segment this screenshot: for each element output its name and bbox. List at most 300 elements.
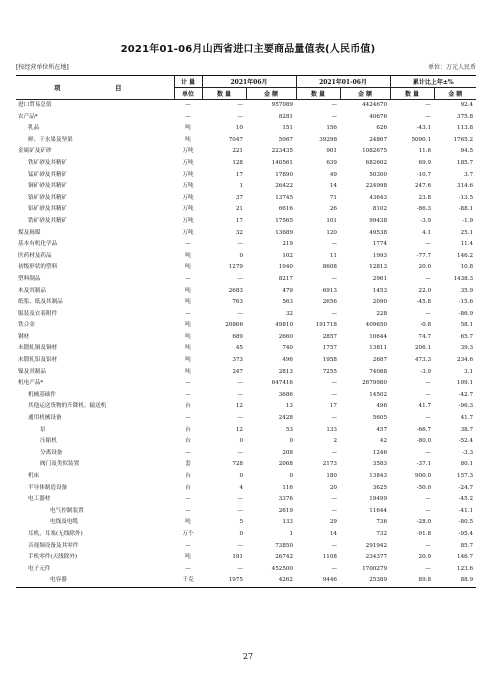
month-amt-cell: 2428 [278, 415, 293, 422]
yoy-amt-cell: 123.6 [457, 565, 474, 572]
item-name: 电气控制装置 [50, 507, 84, 514]
ytd-qty-cell: 2656 [322, 299, 337, 306]
yoy-amt-cell: 25.1 [460, 229, 474, 236]
ytd-amt-cell: 224998 [365, 183, 388, 190]
item-name: 未锻轧铝及铝材 [18, 357, 58, 364]
month-qty-cell: 12 [235, 403, 243, 410]
ytd-amt-cell: 2679980 [362, 380, 388, 387]
month-qty-cell: 0 [239, 530, 243, 537]
item-name: 木及其制品 [18, 287, 46, 294]
header-yoy: 累计比上年±% [390, 76, 476, 88]
ytd-amt-cell: 19499 [369, 496, 388, 503]
table-row [16, 100, 476, 112]
table-row [16, 181, 476, 193]
item-name: 镍及其制品 [18, 368, 46, 375]
yoy-qty-cell: 247.6 [415, 183, 432, 190]
yoy-amt-cell: 80.1 [460, 461, 474, 468]
month-qty-cell: 37 [235, 194, 243, 201]
yoy-qty-cell: — [425, 391, 432, 398]
yoy-qty-cell: -37.1 [416, 461, 432, 468]
subheader [16, 62, 476, 72]
unit-cell: — [185, 275, 191, 282]
table-row [16, 228, 476, 240]
month-amt-cell: 479 [282, 287, 293, 294]
table-row [16, 123, 476, 135]
unit-cell: 万吨 [182, 148, 194, 155]
ytd-qty-cell: 7255 [322, 368, 337, 375]
month-qty-cell: 221 [232, 148, 243, 155]
ytd-qty-cell: 71 [329, 194, 337, 201]
month-amt-cell: 219 [282, 241, 293, 248]
yoy-amt-cell: 58.1 [460, 322, 474, 329]
ytd-qty-cell: 180 [326, 473, 337, 479]
month-amt-cell: 26422 [275, 183, 293, 190]
item-name: 机电产品* [18, 380, 44, 387]
item-name: 未锻轧铜及铜材 [18, 345, 58, 352]
month-qty-cell: 4 [239, 484, 243, 491]
ytd-qty-cell: 191718 [315, 322, 337, 329]
yoy-qty-cell: — [425, 542, 432, 549]
ytd-qty-cell: 49 [329, 171, 337, 178]
month-amt-cell: 5067 [278, 136, 293, 143]
unit-cell: 台 [185, 484, 191, 491]
table-row [16, 297, 476, 309]
yoy-qty-cell: — [425, 102, 432, 108]
month-amt-cell: 3686 [278, 391, 293, 398]
unit-cell: 台 [185, 438, 191, 445]
unit-cell: 吨 [185, 125, 191, 132]
yoy-amt-cell: 1438.3 [453, 275, 474, 282]
table-row [16, 378, 476, 390]
yoy-qty-cell: -66.7 [416, 426, 432, 433]
month-qty-cell: 191 [232, 554, 243, 561]
month-amt-cell: 116 [282, 484, 293, 491]
unit-cell: 台 [185, 403, 191, 410]
table-row [16, 413, 476, 425]
ytd-amt-cell: 1082675 [362, 148, 388, 155]
item-name: 铬矿砂及其精矿 [28, 194, 68, 201]
yoy-qty-cell: -10.7 [416, 171, 432, 178]
ytd-amt-cell: 228 [376, 310, 388, 317]
ytd-qty-cell: 14 [329, 530, 337, 537]
yoy-qty-cell: 11.6 [418, 148, 432, 155]
table-row [16, 575, 476, 587]
item-name: 半导体制造设备 [28, 484, 68, 491]
yoy-qty-cell: — [425, 241, 432, 248]
yoy-amt-cell: 146.7 [457, 554, 474, 561]
yoy-amt-cell: 94.5 [460, 148, 474, 155]
month-qty-cell: — [237, 113, 243, 120]
yoy-qty-cell: 22.0 [418, 287, 432, 294]
yoy-amt-cell: 92.4 [460, 102, 474, 108]
unit-cell: — [185, 102, 191, 108]
ytd-qty-cell: 639 [326, 159, 337, 166]
ytd-amt-cell: 14502 [369, 391, 388, 398]
month-amt-cell: 102 [282, 252, 293, 259]
month-amt-cell: 563 [282, 299, 293, 306]
yoy-qty-cell: -43.1 [416, 125, 432, 132]
ytd-amt-cell: 496 [376, 403, 388, 410]
item-name: 钢材 [18, 333, 30, 340]
month-qty-cell: — [237, 275, 243, 282]
month-qty-cell: 128 [232, 159, 243, 166]
month-qty-cell: 45 [235, 345, 243, 352]
yoy-amt-cell: -88.1 [458, 206, 474, 213]
ytd-amt-cell: 732 [376, 530, 388, 537]
item-name: 耳机，耳塞(无线除外) [28, 530, 83, 537]
yoy-qty-cell: — [425, 310, 432, 317]
yoy-amt-cell: 113.8 [457, 125, 474, 132]
item-name: 煤及褐煤 [18, 229, 41, 236]
ytd-qty-cell: 901 [326, 148, 337, 155]
month-amt-cell: 1 [289, 530, 293, 537]
item-name: 铁矿砂及其精矿 [28, 159, 68, 166]
unit-cell: 万吨 [182, 183, 194, 190]
unit-cell: 吨 [185, 333, 191, 340]
ytd-amt-cell: 736 [376, 519, 388, 526]
unit-cell: 吨 [185, 519, 191, 526]
unit-cell: — [185, 415, 191, 422]
table-row [16, 112, 476, 124]
month-qty-cell: 32 [235, 229, 243, 236]
ytd-amt-cell: 50300 [369, 171, 388, 178]
month-amt-cell: 17890 [275, 171, 293, 178]
month-qty-cell: 17 [235, 217, 243, 224]
ytd-amt-cell: 13843 [369, 473, 388, 479]
table-row [16, 193, 476, 205]
month-qty-cell: 20866 [225, 322, 243, 329]
month-amt-cell: 223435 [271, 148, 293, 155]
yoy-amt-cell: -52.4 [458, 438, 474, 445]
item-name: 压缩机 [40, 438, 57, 445]
unit-cell: 吨 [185, 252, 191, 259]
ytd-amt-cell: 13811 [369, 345, 388, 352]
header-qty: 数 量 [202, 88, 246, 100]
yoy-amt-cell: 39.3 [460, 345, 474, 352]
month-qty-cell: 0 [239, 473, 243, 479]
ytd-qty-cell: 26 [329, 206, 337, 213]
yoy-qty-cell: 23.8 [418, 194, 432, 201]
unit-cell: 吨 [185, 287, 191, 294]
item-name: 音视频设备及其零件 [28, 542, 79, 549]
unit-cell: — [185, 241, 191, 248]
table-row [16, 332, 476, 344]
yoy-amt-cell: -24.7 [458, 484, 474, 491]
subheader-scope: [按经营单位所在地] [16, 64, 69, 71]
month-qty-cell: 728 [232, 461, 243, 468]
item-name: 铝矿砂及其精矿 [28, 206, 68, 213]
item-name: 通用机械设备 [28, 415, 62, 422]
month-amt-cell: 496 [282, 357, 293, 364]
commodity-table [16, 75, 476, 588]
table-row [16, 262, 476, 274]
unit-cell: 吨 [185, 357, 191, 364]
unit-cell: 台 [185, 426, 191, 433]
unit-cell: — [185, 565, 191, 572]
item-name: 锰矿砂及其精矿 [28, 171, 68, 178]
unit-cell: 台 [185, 473, 191, 479]
ytd-qty-cell: 20 [329, 484, 337, 491]
ytd-amt-cell: 5605 [372, 415, 388, 422]
ytd-amt-cell: 2687 [372, 357, 388, 364]
item-name: 进口贸易总值 [18, 102, 52, 108]
item-name: 阀门及类似装置 [40, 461, 80, 468]
ytd-amt-cell: 1246 [372, 449, 388, 456]
month-qty-cell: 247 [232, 368, 243, 375]
table-row [16, 274, 476, 286]
page-title: 2021年01-06月山西省进口主要商品量值表(人民币值) [120, 44, 376, 55]
table-row [16, 343, 476, 355]
item-name: 电线及电缆 [50, 519, 78, 526]
ytd-amt-cell: 12813 [369, 264, 388, 271]
month-amt-cell: 17565 [275, 217, 293, 224]
item-name: 医药材及药品 [18, 252, 52, 259]
ytd-qty-cell: — [331, 496, 337, 503]
item-name: 铜矿砂及其精矿 [28, 183, 68, 190]
yoy-amt-cell: 65.7 [460, 333, 474, 340]
month-amt-cell: 0 [289, 473, 293, 479]
unit-cell: — [185, 496, 191, 503]
yoy-qty-cell: — [425, 449, 432, 456]
item-name: 乳品 [28, 125, 40, 132]
month-qty-cell: — [237, 102, 243, 108]
header-qty: 数 量 [296, 88, 340, 100]
unit-cell: 万吨 [182, 194, 194, 201]
table-row [16, 204, 476, 216]
yoy-amt-cell: 375.8 [457, 113, 474, 120]
ytd-amt-cell: 3583 [372, 461, 388, 468]
unit-cell: — [185, 391, 191, 398]
month-amt-cell: 49810 [275, 322, 293, 329]
table-row [16, 425, 476, 437]
month-amt-cell: 740 [282, 345, 293, 352]
item-name: 塑料制品 [18, 275, 41, 282]
unit-cell: 万吨 [182, 217, 194, 224]
month-amt-cell: 6616 [278, 206, 293, 213]
month-qty-cell: 1975 [202, 575, 246, 587]
ytd-amt-cell: 2961 [372, 275, 388, 282]
month-amt-cell: 140561 [271, 159, 293, 166]
yoy-amt-cell: -3.3 [462, 449, 474, 456]
ytd-qty-cell: 101 [326, 217, 337, 224]
table-row [16, 135, 476, 147]
item-name: 电容器 [16, 575, 174, 587]
ytd-qty-cell: 2857 [322, 333, 337, 340]
item-name: 服装及衣着附件 [18, 310, 58, 317]
ytd-qty-cell: — [331, 241, 337, 248]
yoy-qty-cell: — [425, 380, 432, 387]
yoy-amt-cell: -86.9 [458, 310, 474, 317]
ytd-amt-cell: 1700279 [362, 565, 388, 572]
yoy-amt-cell: 314.6 [457, 183, 474, 190]
table-row [16, 158, 476, 170]
unit-cell: — [185, 113, 191, 120]
ytd-amt-cell: 1774 [372, 241, 388, 248]
ytd-qty-cell: — [331, 391, 337, 398]
ytd-amt-cell: 43643 [369, 194, 388, 201]
month-qty-cell: — [237, 542, 243, 549]
yoy-amt-cell: -95.4 [458, 530, 474, 537]
month-amt-cell: 73850 [275, 542, 293, 549]
header-item: 项 目 [16, 76, 174, 100]
ytd-qty-cell: 14 [329, 183, 337, 190]
yoy-amt-cell: -1.9 [462, 217, 474, 224]
ytd-qty-cell: 120 [326, 229, 337, 236]
ytd-qty-cell: 17 [329, 403, 337, 410]
table-row [16, 494, 476, 506]
month-amt-cell: 32 [285, 310, 293, 317]
ytd-qty-cell: — [331, 113, 337, 120]
table-row [16, 529, 476, 541]
yoy-qty-cell: 69.9 [418, 159, 432, 166]
unit-cell: 万个 [182, 530, 194, 537]
yoy-qty-cell: -3.9 [420, 368, 432, 375]
yoy-qty-cell: -80.0 [416, 438, 432, 445]
ytd-qty-cell: — [331, 310, 337, 317]
ytd-amt-cell: 457 [376, 426, 388, 433]
table-row [16, 517, 476, 529]
yoy-amt-cell: 3.7 [464, 171, 474, 178]
month-qty-cell: 10 [235, 125, 243, 132]
table-row [16, 552, 476, 564]
yoy-amt-cell: -80.5 [458, 519, 474, 526]
table-row [16, 170, 476, 182]
table-row [16, 459, 476, 471]
ytd-amt-cell: 409650 [365, 322, 388, 329]
item-name: 铁合金 [18, 322, 35, 329]
ytd-amt-cell: 11644 [369, 507, 388, 514]
month-amt-cell: 26742 [275, 554, 293, 561]
ytd-amt-cell: 25389 [340, 575, 390, 587]
header-period-ytd: 2021年01-06月 [296, 76, 390, 88]
item-name: 分离设备 [40, 449, 63, 456]
yoy-qty-cell: -28.0 [416, 519, 432, 526]
header-period-month: 2021年06月 [202, 76, 296, 88]
ytd-qty-cell: — [331, 275, 337, 282]
item-name: 机床 [28, 473, 40, 479]
month-amt-cell: 53 [285, 426, 293, 433]
yoy-qty-cell: — [425, 507, 432, 514]
unit-cell: 千克 [174, 575, 202, 587]
month-amt-cell: 8281 [278, 113, 293, 120]
month-qty-cell: 1279 [228, 264, 243, 271]
month-amt-cell: 2660 [278, 333, 293, 340]
yoy-qty-cell: -45.8 [416, 299, 432, 306]
yoy-qty-cell: 900.0 [415, 473, 432, 479]
month-qty-cell: — [237, 496, 243, 503]
unit-cell: — [185, 310, 191, 317]
yoy-qty-cell: — [425, 275, 432, 282]
item-name: 泵 [40, 426, 46, 433]
month-qty-cell: 1 [239, 183, 243, 190]
yoy-qty-cell: — [425, 113, 432, 120]
unit-cell: — [185, 449, 191, 456]
month-amt-cell: 208 [282, 449, 293, 456]
yoy-qty-cell: — [425, 496, 432, 503]
yoy-qty-cell: -91.8 [416, 530, 432, 537]
ytd-qty-cell: — [331, 507, 337, 514]
ytd-amt-cell: 4424670 [362, 102, 388, 108]
table-row [16, 286, 476, 298]
header-amt: 金 额 [246, 88, 296, 100]
yoy-amt-cell: -15.6 [458, 299, 474, 306]
month-qty-cell: 0 [239, 438, 243, 445]
item-name: 锆矿砂及其精矿 [28, 217, 68, 224]
yoy-amt-cell: 157.3 [457, 473, 474, 479]
unit-cell: 吨 [185, 554, 191, 561]
month-qty-cell: — [237, 415, 243, 422]
ytd-qty-cell: 8608 [322, 264, 337, 271]
table-row [16, 483, 476, 495]
month-qty-cell: — [237, 565, 243, 572]
ytd-qty-cell: 11 [329, 252, 337, 259]
header-qty: 数 量 [390, 88, 434, 100]
ytd-amt-cell: 1993 [372, 252, 388, 259]
yoy-amt-cell: 35.9 [460, 287, 474, 294]
page-number: 27 [242, 652, 254, 661]
month-qty-cell: — [237, 310, 243, 317]
ytd-amt-cell: 49538 [369, 229, 388, 236]
ytd-qty-cell: 156 [326, 125, 337, 132]
unit-cell: 吨 [185, 299, 191, 306]
yoy-qty-cell: — [425, 565, 432, 572]
month-amt-cell: 957089 [271, 102, 293, 108]
month-amt-cell: 1940 [278, 264, 293, 271]
item-name: 农产品* [18, 113, 38, 120]
item-name: 鲜、干水果及坚果 [28, 136, 73, 143]
ytd-qty-cell: — [331, 380, 337, 387]
yoy-qty-cell: -50.0 [416, 484, 432, 491]
yoy-qty-cell: 74.7 [418, 333, 432, 340]
yoy-qty-cell: -3.9 [420, 217, 432, 224]
table-row [16, 401, 476, 413]
item-name: 机械基础件 [28, 391, 56, 398]
ytd-qty-cell: — [331, 415, 337, 422]
header-amt: 金 额 [340, 88, 390, 100]
month-qty-cell: 763 [232, 299, 243, 306]
ytd-amt-cell: 40676 [369, 113, 388, 120]
table-row [16, 355, 476, 367]
month-amt-cell: 0 [289, 438, 293, 445]
unit-cell: — [185, 380, 191, 387]
month-amt-cell: 2813 [278, 368, 293, 375]
item-name: 基本有机化学品 [18, 241, 58, 248]
yoy-amt-cell: 85.7 [460, 542, 474, 549]
ytd-amt-cell: 682602 [365, 159, 388, 166]
month-qty-cell: 0 [239, 252, 243, 259]
yoy-amt-cell: -41.1 [458, 507, 474, 514]
yoy-amt-cell: -96.3 [458, 403, 474, 410]
item-name: 手机零件(天线除外) [28, 554, 78, 561]
month-qty-cell: 2683 [228, 287, 243, 294]
table-row [16, 436, 476, 448]
ytd-qty-cell: 6913 [322, 287, 337, 294]
unit-cell: 吨 [185, 136, 191, 143]
yoy-amt-cell: -45.2 [458, 496, 474, 503]
month-qty-cell: 5 [239, 519, 243, 526]
ytd-qty-cell: 1757 [322, 345, 337, 352]
yoy-amt-cell: 38.7 [460, 426, 474, 433]
yoy-qty-cell: 206.1 [415, 345, 432, 352]
table-row [16, 309, 476, 321]
table-row [16, 146, 476, 158]
month-qty-cell: 373 [232, 357, 243, 364]
yoy-amt-cell: 11.4 [460, 241, 474, 248]
unit-cell: 套 [185, 461, 191, 468]
month-amt-cell: 647416 [271, 380, 293, 387]
month-qty-cell: — [237, 449, 243, 456]
item-name: 初级形状的塑料 [18, 264, 58, 271]
